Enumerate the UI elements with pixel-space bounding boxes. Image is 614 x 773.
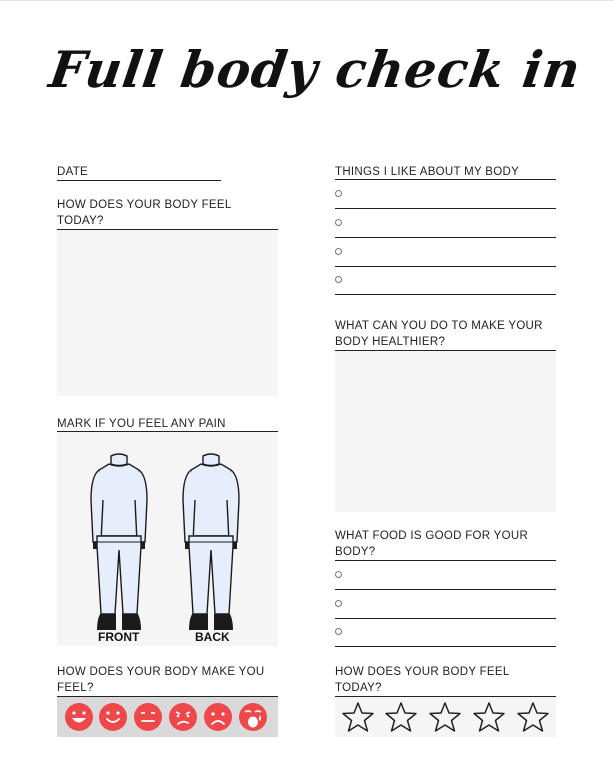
bullet-icon — [335, 600, 342, 607]
body-figures — [57, 432, 278, 646]
feel-today-box[interactable] — [57, 230, 278, 396]
front-figure — [91, 454, 147, 630]
healthier-label: WHAT CAN YOU DO TO MAKE YOUR BODY HEALTHIER? — [335, 320, 543, 348]
back-label: BACK — [195, 630, 230, 644]
make-feel-label: HOW DOES YOUR BODY MAKE YOU FEEL? — [57, 666, 265, 694]
list-item[interactable] — [335, 180, 556, 209]
list-item[interactable] — [335, 561, 556, 590]
grinning-face-icon[interactable] — [64, 702, 94, 732]
list-item[interactable] — [335, 618, 556, 647]
like-label: THINGS I LIKE ABOUT MY BODY — [335, 166, 520, 178]
pain-label: MARK IF YOU FEEL ANY PAIN — [57, 418, 226, 430]
star-icon[interactable] — [516, 700, 550, 734]
list-item[interactable] — [335, 209, 556, 238]
feel-today-label: HOW DOES YOUR BODY FEEL TODAY? — [57, 199, 232, 227]
page-top-border — [0, 0, 614, 1]
neutral-face-icon[interactable] — [133, 702, 163, 732]
date-field-line[interactable] — [57, 180, 221, 181]
star-rating — [335, 697, 556, 737]
confused-face-icon[interactable] — [168, 702, 198, 732]
mood-faces-row — [57, 697, 278, 737]
bullet-icon — [335, 571, 342, 578]
smiling-face-icon[interactable] — [98, 702, 128, 732]
food-label: WHAT FOOD IS GOOD FOR YOUR BODY? — [335, 530, 529, 558]
feel-today-rating-label: HOW DOES YOUR BODY FEEL TODAY? — [335, 666, 510, 694]
bullet-icon — [335, 219, 342, 226]
back-figure — [183, 454, 239, 630]
list-item[interactable] — [335, 238, 556, 267]
date-label: DATE — [57, 166, 89, 178]
crying-face-icon[interactable] — [238, 702, 268, 732]
bullet-icon — [335, 276, 342, 283]
star-icon[interactable] — [384, 700, 418, 734]
bullet-icon — [335, 248, 342, 255]
bullet-icon — [335, 190, 342, 197]
healthier-box[interactable] — [335, 351, 556, 512]
star-icon[interactable] — [472, 700, 506, 734]
bullet-icon — [335, 628, 342, 635]
list-item[interactable] — [335, 266, 556, 295]
star-icon[interactable] — [428, 700, 462, 734]
frowning-face-icon[interactable] — [203, 702, 233, 732]
list-item[interactable] — [335, 590, 556, 619]
star-icon[interactable] — [341, 700, 375, 734]
pain-body-map[interactable] — [57, 432, 278, 646]
page-title: Full body check in — [45, 40, 585, 99]
front-label: FRONT — [98, 630, 140, 644]
